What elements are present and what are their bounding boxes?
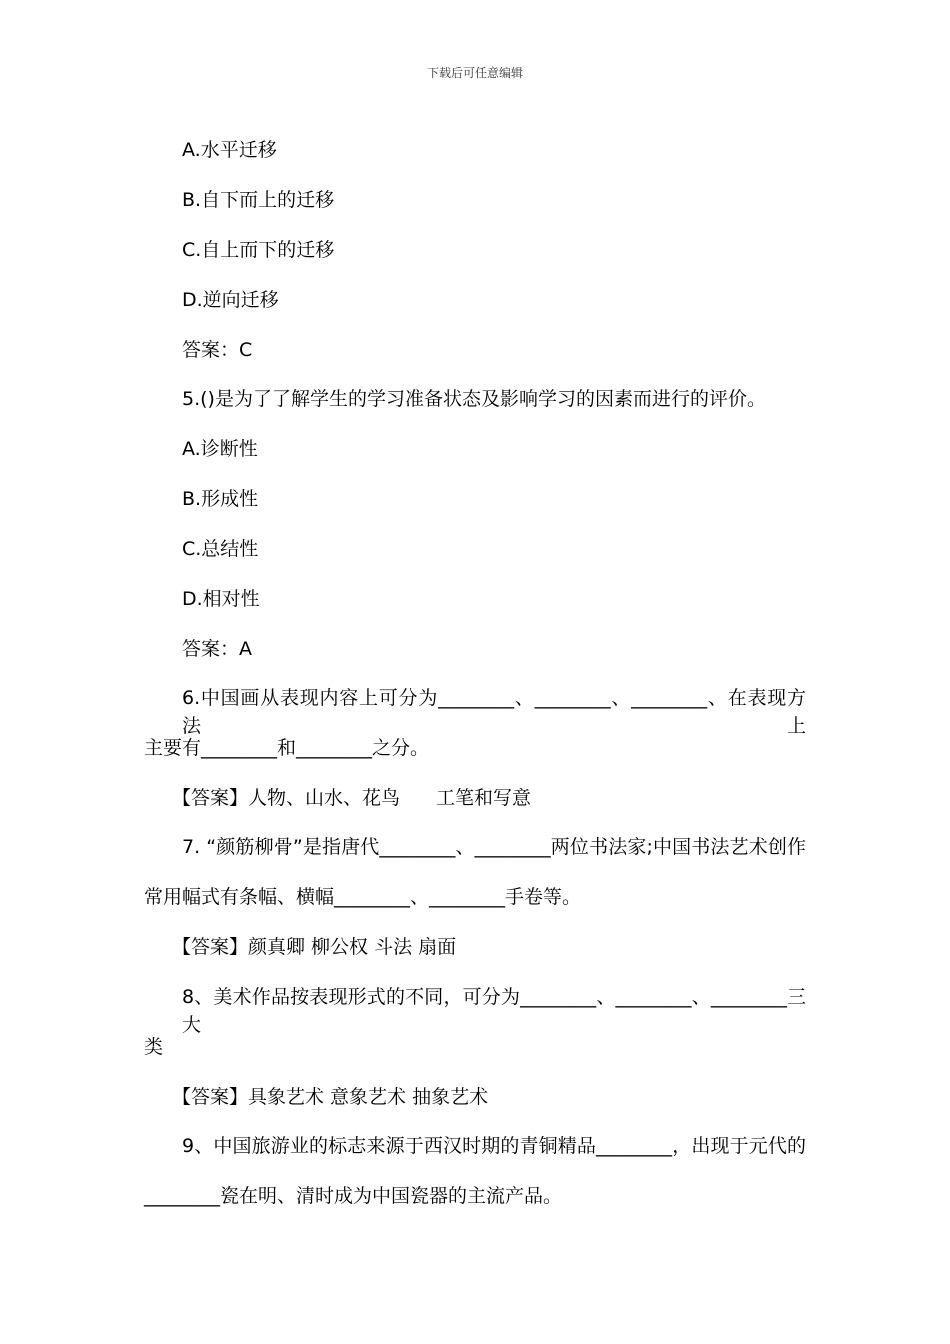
q9-question-line1-text: 9、中国旅游业的标志来源于西汉时期的青铜精品________，出现于元代的	[182, 1135, 806, 1157]
q6-answer	[0, 784, 950, 812]
q4-option-b: B.自下而上的迁移	[182, 189, 335, 211]
q7-question-line2: 常用幅式有条幅、横幅________、________手卷等。	[144, 886, 582, 908]
q5-question: 5.()是为了了解学生的学习准备状态及影响学习的因素而进行的评价。	[182, 388, 766, 410]
q6-question-line1	[0, 684, 950, 740]
q9-question-line1	[0, 1132, 950, 1160]
q5-option-b: B.形成性	[182, 488, 259, 510]
q5-option-d: D.相对性	[182, 588, 260, 610]
q6-answer-part2: 工笔和写意	[436, 787, 532, 809]
q8-question-line1-text: 8、美术作品按表现形式的不同，可分为________、________、________三大	[182, 986, 806, 1036]
q4-option-c: C.自上而下的迁移	[182, 239, 335, 261]
q7-answer: 【答案】颜真卿 柳公权 斗法 扇面	[172, 936, 457, 958]
q8-answer: 【答案】具象艺术 意象艺术 抽象艺术	[172, 1086, 489, 1108]
q8-question-line2: 类	[144, 1036, 164, 1058]
q6-question-line2: 主要有________和________之分。	[144, 737, 430, 759]
q5-option-a: A.诊断性	[182, 438, 258, 460]
q4-answer: 答案：C	[182, 339, 253, 361]
q7-question-line1	[0, 833, 950, 861]
q4-option-d: D.逆向迁移	[182, 289, 279, 311]
q9-question-line2: ________瓷在明、清时成为中国瓷器的主流产品。	[144, 1185, 563, 1207]
q5-answer: 答案：A	[182, 638, 252, 660]
page-header: 下载后可任意编辑	[426, 66, 523, 80]
q6-question-line1-text: 6.中国画从表现内容上可分为________、________、________、在表现方法上	[182, 687, 806, 737]
q5-option-c: C.总结性	[182, 538, 259, 560]
q6-answer-part1: 【答案】人物、山水、花鸟	[172, 787, 401, 809]
q8-question-line1	[0, 983, 950, 1039]
q4-option-a: A.水平迁移	[182, 139, 277, 161]
q7-question-line1-text: 7. “颜筋柳骨”是指唐代________、________两位书法家;中国书法艺术创作	[182, 836, 806, 858]
